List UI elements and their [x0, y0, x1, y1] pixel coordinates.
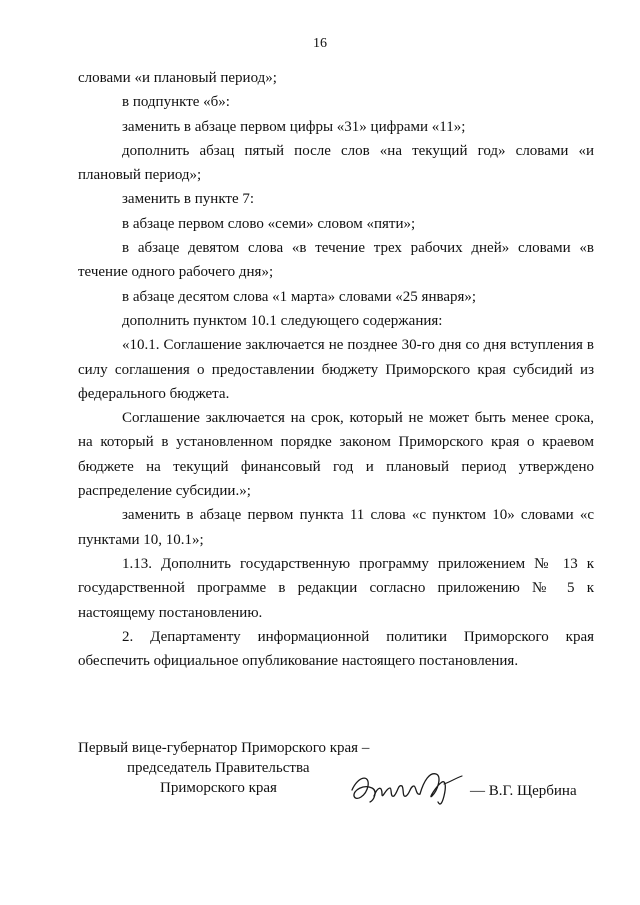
- paragraph: в абзаце первом слово «семи» словом «пяти»;: [122, 215, 416, 232]
- paragraph: заменить в абзаце первом пункта 11 слова «с пунктом 10» словами «с пунктами 10, 10.1»;: [78, 507, 594, 548]
- paragraph: словами «и плановый период»;: [78, 70, 277, 86]
- paragraph: заменить в абзаце первом цифры «31» цифрами «11»;: [122, 118, 466, 135]
- paragraph: в абзаце девятом слова «в течение трех рабочих дней» словами «в течение одного рабочего дня»;: [78, 240, 594, 281]
- paragraph: «10.1. Соглашение заключается не позднее 30-го дня со дня вступления в силу соглашения о предоставлении бюджету Приморского края субсидий из федерального бюджета.: [78, 337, 594, 402]
- signatory-name: — В.Г. Щербина: [470, 783, 577, 799]
- paragraph: 2. Департаменту информационной политики Приморского края обеспечить официальное опубликование настоящего постановления.: [78, 628, 594, 670]
- paragraph: 1.13. Дополнить государственную программу приложением № 13 к государственной программе в редакции согласно приложению № 5 к настоящему постановлению.: [78, 555, 594, 621]
- signatory-title-line: Приморского края: [160, 780, 277, 796]
- paragraph: в подпункте «б»:: [122, 94, 230, 111]
- paragraph: дополнить пунктом 10.1 следующего содержания:: [122, 312, 443, 329]
- paragraph: Соглашение заключается на срок, который не может быть менее срока, на который в установленном порядке законом Приморского края о краевом бюджете на текущий финансовый год и плановый период утверждено распределение субсидии.»;: [78, 410, 594, 500]
- page-number: 16: [313, 36, 327, 51]
- document-body: [78, 66, 594, 673]
- paragraph: заменить в пункте 7:: [122, 191, 255, 208]
- signatory-title-line: Первый вице-губернатор Приморского края –: [78, 740, 370, 756]
- handwritten-signature: [346, 766, 466, 810]
- paragraph: дополнить абзац пятый после слов «на текущий год» словами «и плановый период»;: [78, 142, 594, 184]
- signatory-title-line: председатель Правительства: [127, 760, 310, 776]
- paragraph: в абзаце десятом слова «1 марта» словами «25 января»;: [122, 288, 477, 305]
